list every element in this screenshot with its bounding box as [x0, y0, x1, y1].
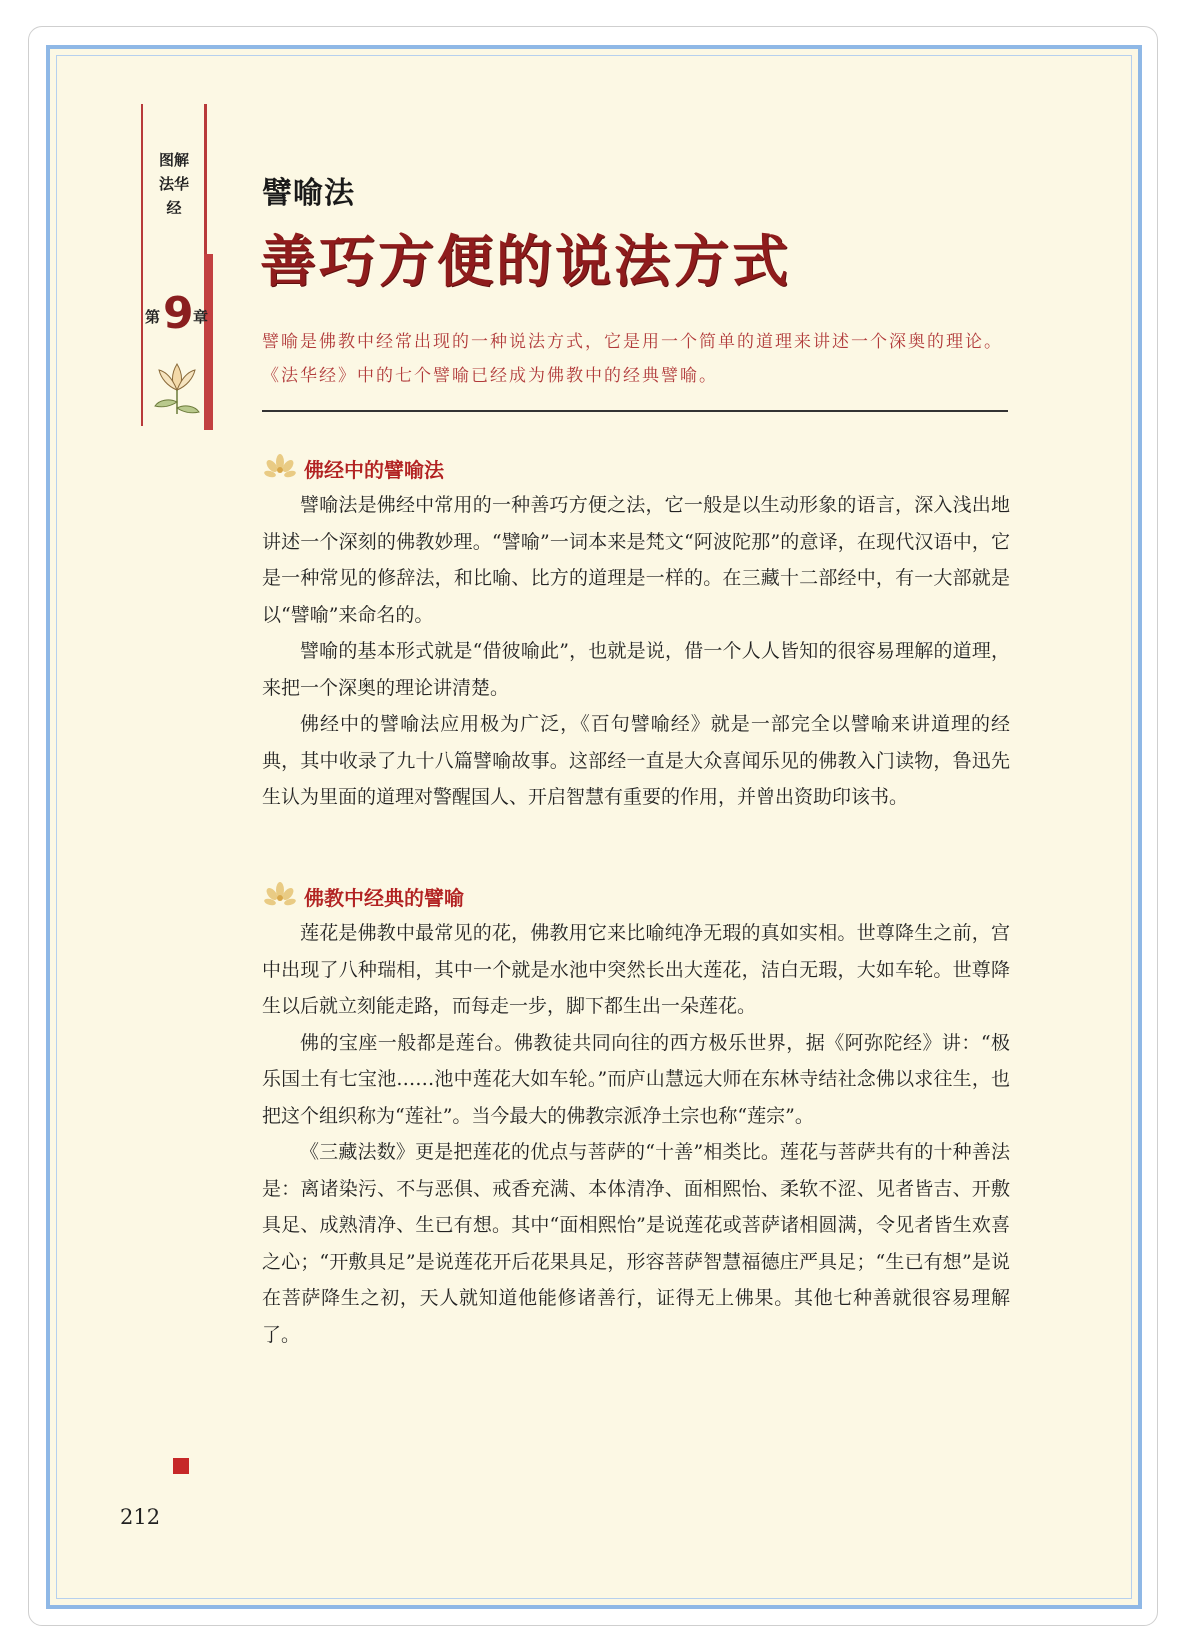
flower-bullet-icon [262, 452, 298, 482]
section-1-body [262, 487, 1010, 816]
spine-left-line [141, 104, 143, 426]
section-2-body [262, 915, 1010, 1353]
chapter-suffix: 章 [193, 308, 209, 326]
paragraph: 《三藏法数》更是把莲花的优点与菩萨的“十善”相类比。莲花与菩萨共有的十种善法是：离诸染污、不与恶俱、戒香充满、本体清净、面相熙怡、柔软不涩、见者皆吉、开敷具足、成熟清净、生已有想。其中“面相熙怡”是说莲花或菩萨诸相圆满，令见者皆生欢喜之心；“开敷具足”是说莲花开后花果具足，形容菩萨智慧福德庄严具足；“生已有想”是说在菩萨降生之初，天人就知道他能修诸善行，证得无上佛果。其他七种善就很容易理解了。 [262, 1141, 1010, 1346]
paragraph: 佛经中的譬喻法应用极为广泛，《百句譬喻经》就是一部完全以譬喻来讲道理的经典，其中收录了九十八篇譬喻故事。这部经一直是大众喜闻乐见的佛教入门读物，鲁迅先生认为里面的道理对警醒国人、开启智慧有重要的作用，并曾出资助印该书。 [262, 713, 1010, 808]
page-number: 212 [120, 1505, 161, 1529]
seal-mark [173, 1458, 189, 1474]
flower-bullet-icon [262, 880, 298, 910]
paragraph: 譬喻法是佛经中常用的一种善巧方便之法，它一般是以生动形象的语言，深入浅出地讲述一个深刻的佛教妙理。“譬喻”一词本来是梵文“阿波陀那”的意译，在现代汉语中，它是一种常见的修辞法，和比喻、比方的道理是一样的。在三藏十二部经中，有一大部就是以“譬喻”来命名的。 [262, 494, 1010, 626]
chapter-spine [141, 104, 220, 426]
section-heading-1-text: 佛经中的譬喻法 [304, 458, 444, 482]
page-title: 善巧方便的说法方式 [260, 229, 791, 295]
section-heading-2-text: 佛教中经典的譬喻 [304, 886, 464, 910]
paragraph: 佛的宝座一般都是莲台。佛教徒共同向往的西方极乐世界，据《阿弥陀经》讲：“极乐国土有七宝池……池中莲花大如车轮。”而庐山慧远大师在东林寺结社念佛以求往生，也把这个组织称为“莲社”。当今最大的佛教宗派净土宗也称“莲宗”。 [262, 1031, 1010, 1127]
spine-red-bar [204, 254, 213, 430]
section-subtitle: 譬喻法 [262, 176, 355, 211]
chapter-label [143, 288, 213, 339]
paragraph: 莲花是佛教中最常见的花，佛教用它来比喻纯净无瑕的真如实相。世尊降生之前，宫中出现了八种瑞相，其中一个就是水池中突然长出大莲花，洁白无瑕，大如车轮。世尊降生以后就立刻能走路，而每走一步，脚下都生出一朵莲花。 [262, 922, 1010, 1017]
chapter-prefix: 第 [145, 308, 161, 326]
chapter-number: 9 [163, 288, 194, 339]
divider-rule [262, 410, 1008, 412]
paragraph: 譬喻的基本形式就是“借彼喻此”，也就是说，借一个人人皆知的很容易理解的道理，来把一个深奥的理论讲清楚。 [262, 640, 1010, 699]
lotus-icon [149, 356, 205, 416]
intro-summary: 譬喻是佛教中经常出现的一种说法方式，它是用一个简单的道理来讲述一个深奥的理论。《法华经》中的七个譬喻已经成为佛教中的经典譬喻。 [262, 332, 1003, 386]
book-series-title: 图解法华经 [158, 151, 189, 217]
